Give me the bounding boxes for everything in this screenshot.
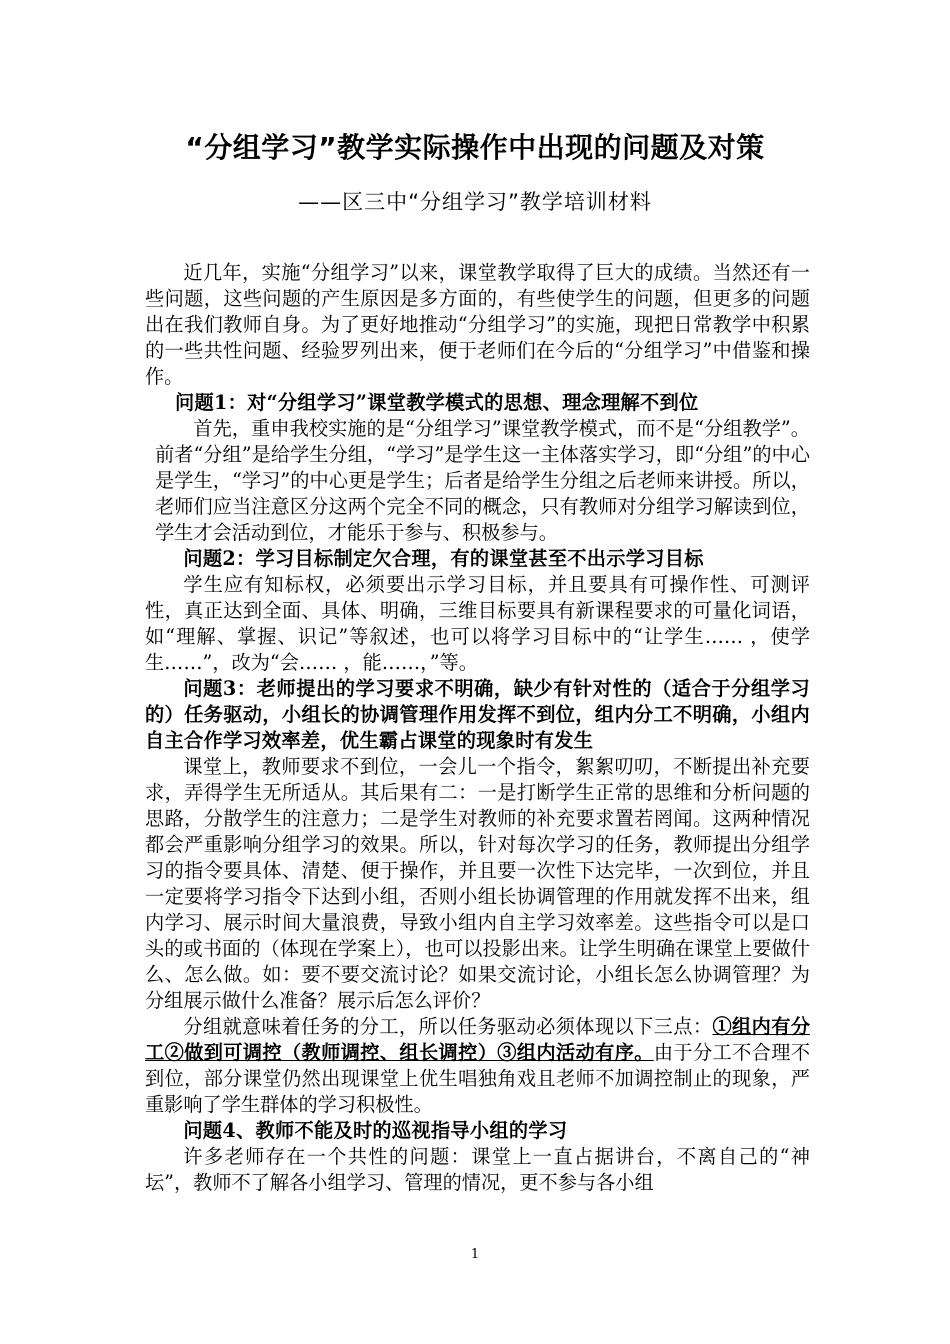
question-3-paragraph: 课堂上，教师要求不到位，一会儿一个指令，絮絮叨叨，不断提出补充要求，弄得学生无所适从。其后果有二：一是打断学生正常的思维和分析问题的思路，分散学生的注意力；二是学生对教师的补充要求置若罔闻。这两种情况都会严重影响分组学习的效果。所以，针对每次学习的任务，教师提出分组学习的指令要具体、清楚、便于操作，并且要一次性下达完毕，一次到位，并且一定要将学习指令下达到小组，否则小组长协调管理的作用就发挥不出来，组内学习、展示时间大量浪费，导致小组内自主学习效率差。这些指令可以是口头的或书面的（体现在学案上），也可以投影出来。让学生明确在课堂上要做什么、怎么做。如：要不要交流讨论？如果交流讨论，小组长怎么协调管理？为分组展示做什么准备？展示后怎么评价？ bbox=[145, 755, 810, 1012]
task-lead-text: 分组就意味着任务的分工，所以任务驱动必须体现以下三点： bbox=[183, 1015, 713, 1038]
task-tail-text: 由于分工不合理不到位，部分课堂仍然出现课堂上优生唱独角戏且老师不加调控制止的现象，严重影响了学生群体的学习积极性。 bbox=[145, 1041, 811, 1116]
question-3-heading: 问题3：老师提出的学习要求不明确，缺少有针对性的（适合于分组学习的）任务驱动，小组长的协调管理作用发挥不到位，组内分工不明确，小组内自主合作学习效率差，优生霸占课堂的现象时有发生 bbox=[145, 677, 810, 752]
page-number: 1 bbox=[470, 1247, 480, 1262]
question-4-paragraph: 许多老师存在一个共性的问题：课堂上一直占据讲台，不离自己的“神坛”，教师不了解各小组学习、管理的情况，更不参与各小组 bbox=[145, 1145, 810, 1194]
document-subtitle: ——区三中“分组学习”教学培训材料 bbox=[298, 190, 652, 214]
document-body bbox=[145, 260, 810, 1196]
question-3-paragraph-2 bbox=[145, 1014, 810, 1118]
question-2-heading: 问题2：学习目标制定欠合理，有的课堂甚至不出示学习目标 bbox=[183, 547, 704, 570]
intro-paragraph: 近几年，实施“分组学习”以来，课堂教学取得了巨大的成绩。当然还有一些问题，这些问题的产生原因是多方面的，有些使学生的问题，但更多的问题出在我们教师自身。为了更好地推动“分组学习”的实施，现把日常教学中积累的一些共性问题、经验罗列出来，便于老师们在今后的“分组学习”中借鉴和操作。 bbox=[145, 261, 810, 388]
question-4-heading: 问题4、教师不能及时的巡视指导小组的学习 bbox=[183, 1119, 568, 1142]
question-1-paragraph: 首先，重申我校实施的是“分组学习”课堂教学模式，而不是“分组教学”。前者“分组”是给学生分组，“学习”是学生这一主体落实学习，即“分组”的中心是学生，“学习”的中心更是学生；后者是给学生分组之后老师来讲授。所以，老师们应当注意区分这两个完全不同的概念，只有教师对分组学习解读到位，学生才会活动到位，才能乐于参与、积极参与。 bbox=[155, 417, 810, 544]
document-title: “分组学习”教学实际操作中出现的问题及对策 bbox=[185, 131, 765, 164]
question-1-heading: 问题1：对“分组学习”课堂教学模式的思想、理念理解不到位 bbox=[175, 391, 699, 414]
question-2-paragraph: 学生应有知标权，必须要出示学习目标，并且要具有可操作性、可测评性，真正达到全面、具体、明确，三维目标要具有新课程要求的可量化词语，如“理解、掌握、识记”等叙述，也可以将学习目标中的“让学生…… ，使学生……”，改为“会…… ，能……，”等。 bbox=[145, 573, 810, 674]
task-points-underlined: ①组内有分工②做到可调控（教师调控、组长调控）③组内活动有序。 bbox=[145, 1015, 811, 1064]
